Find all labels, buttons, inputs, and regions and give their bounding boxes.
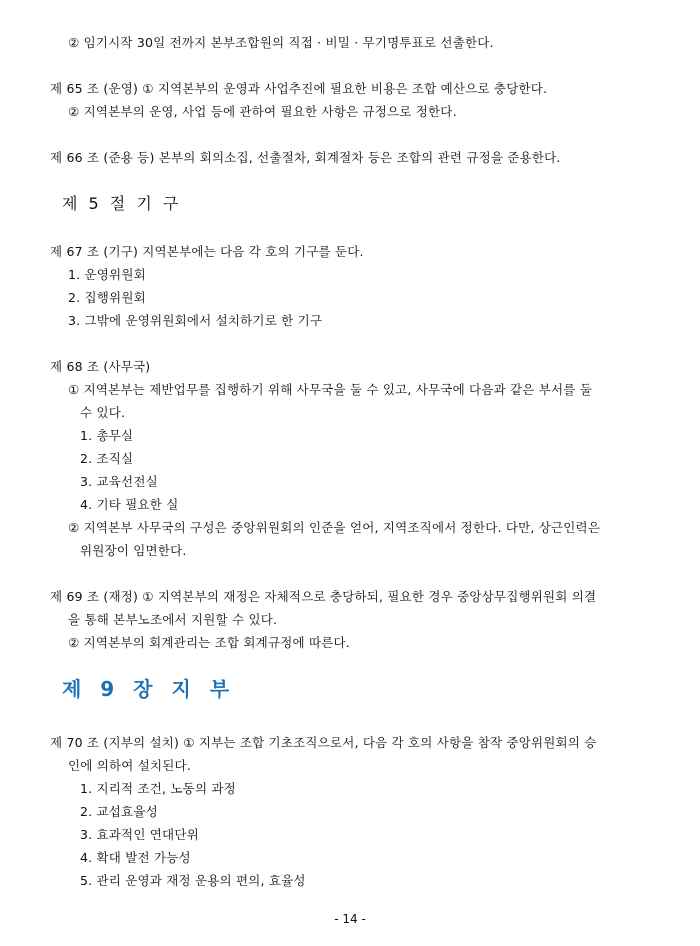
- clause-text: ② 지역본부 사무국의 구성은 중앙위원회의 인준을 얻어, 지역조직에서 정한다. 다만, 상근인력은: [68, 520, 601, 535]
- list-item: 1. 지리적 조건, 노동의 과정: [80, 781, 236, 796]
- clause-text: ② 임기시작 30일 전까지 본부조합원의 직접 · 비밀 · 무기명투표로 선출한다.: [68, 35, 494, 50]
- list-item: 2. 집행위원회: [68, 290, 146, 305]
- list-item: 2. 조직실: [80, 451, 134, 466]
- article-65-heading: 제 65 조 (운영) ① 지역본부의 운영과 사업추진에 필요한 비용은 조합 예산으로 충당한다.: [50, 81, 548, 96]
- list-item: 2. 교섭효율성: [80, 804, 158, 819]
- article-69-heading: 제 69 조 (재정) ① 지역본부의 재정은 자체적으로 충당하되, 필요한 경우 중앙상무집행위원회 의결: [50, 589, 597, 604]
- clause-text: 을 통해 본부노조에서 지원할 수 있다.: [68, 612, 278, 627]
- page-number: - 14 -: [334, 912, 366, 926]
- list-item: 3. 효과적인 연대단위: [80, 827, 199, 842]
- clause-text: 수 있다.: [80, 405, 126, 420]
- article-70-heading: 제 70 조 (지부의 설치) ① 지부는 조합 기초조직으로서, 다음 각 호의 사항을 참작 중앙위원회의 승: [50, 735, 597, 750]
- clause-text: ① 지역본부는 제반업무를 집행하기 위해 사무국을 둘 수 있고, 사무국에 다음과 같은 부서를 둘: [68, 382, 593, 397]
- article-68-heading: 제 68 조 (사무국): [50, 359, 151, 374]
- list-item: 5. 관리 운영과 재정 운용의 편의, 효율성: [80, 873, 306, 888]
- chapter-9-title: 제 9 장 지 부: [62, 677, 236, 701]
- clause-text: ② 지역본부의 운영, 사업 등에 관하여 필요한 사항은 규정으로 정한다.: [68, 104, 457, 119]
- list-item: 3. 교육선전실: [80, 474, 158, 489]
- list-item: 1. 총무실: [80, 428, 134, 443]
- clause-text: 위원장이 임면한다.: [80, 543, 187, 558]
- clause-text: 인에 의하여 설치된다.: [68, 758, 191, 773]
- list-item: 1. 운영위원회: [68, 267, 146, 282]
- clause-text: ② 지역본부의 회계관리는 조합 회계규정에 따른다.: [68, 635, 350, 650]
- list-item: 3. 그밖에 운영위원회에서 설치하기로 한 기구: [68, 313, 323, 328]
- list-item: 4. 확대 발전 가능성: [80, 850, 191, 865]
- section-5-title: 제 5 절 기 구: [62, 194, 182, 213]
- article-67-heading: 제 67 조 (기구) 지역본부에는 다음 각 호의 기구를 둔다.: [50, 244, 364, 259]
- list-item: 4. 기타 필요한 실: [80, 497, 179, 512]
- article-66-heading: 제 66 조 (준용 등) 본부의 회의소집, 선출절차, 회계절차 등은 조합의 관련 규정을 준용한다.: [50, 150, 561, 165]
